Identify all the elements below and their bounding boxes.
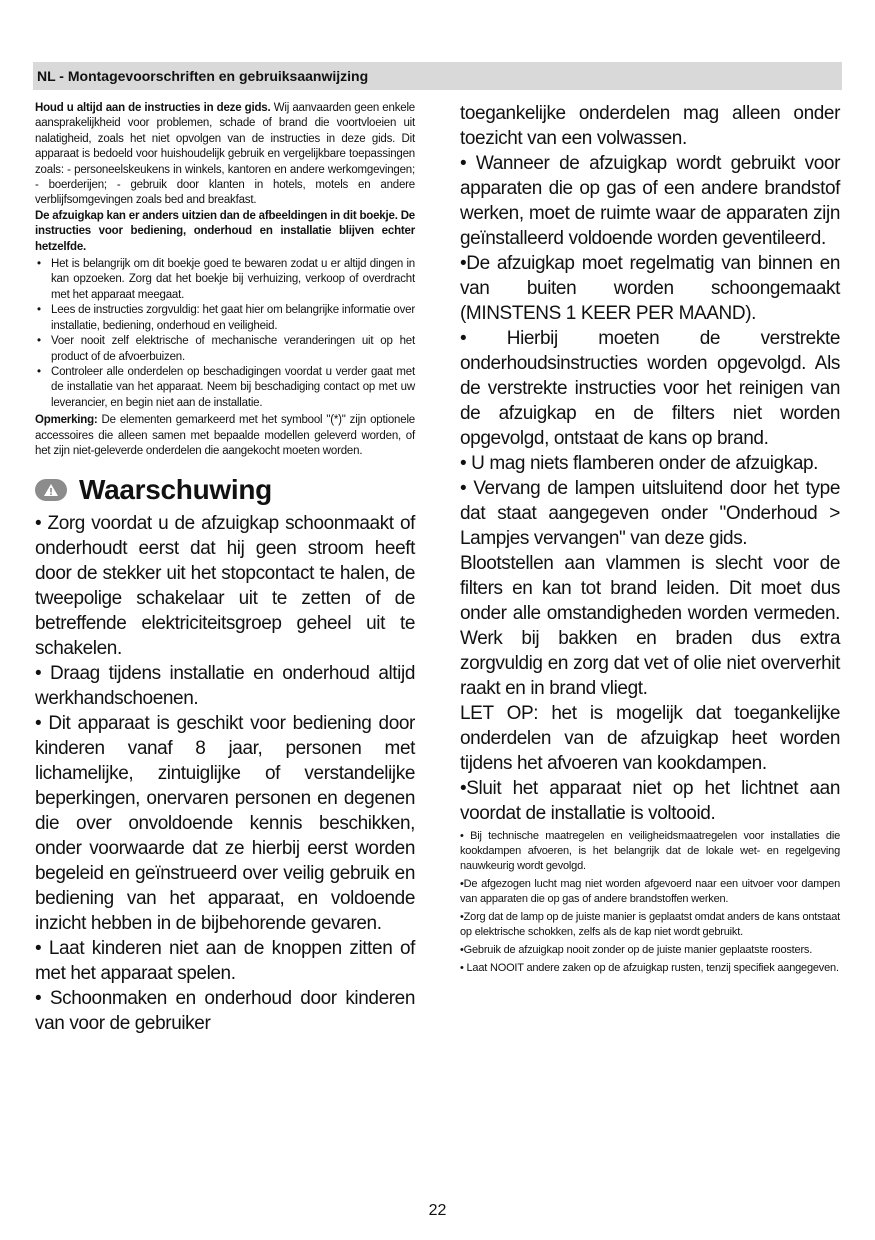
intro-bullet-item: • Het is belangrijk om dit boekje goed te bewaren zodat u er altijd dingen in kan opzoeken. Zorg dat het boekje bij verhuizing, verkoop of overdracht met het apparaat meegaat. xyxy=(37,258,415,301)
warning-paragraph: • Laat kinderen niet aan de knoppen zitten of met het apparaat spelen. xyxy=(35,938,415,985)
section-header xyxy=(33,62,842,90)
intro-bullet-item: • Lees de instructies zorgvuldig: het gaat hier om belangrijke informatie over installatie, bediening, onderhoud en veiligheid. xyxy=(37,304,415,332)
intro-bullet-list xyxy=(35,257,415,411)
warning-title xyxy=(35,473,415,507)
section-header-title: NL - Montagevoorschriften en gebruiksaanwijzing xyxy=(37,68,369,84)
small-warning-paragraph: • Laat NOOIT andere zaken op de afzuigkap rusten, tenzij specifiek aangegeven. xyxy=(460,962,839,974)
warning-paragraph: • Zorg voordat u de afzuigkap schoonmaakt of onderhoudt eerst dat hij geen stroom heeft door de stekker uit het stopcontact te halen, de tweepolige schakelaar uit te zetten of de betreffende elektriciteitsgroep geheel uit te schakelen. xyxy=(35,513,415,660)
left-column xyxy=(35,101,415,1036)
intro-paragraph xyxy=(35,101,415,209)
small-warning-paragraph: •Zorg dat de lamp op de juiste manier is geplaatst omdat anders de kans ontstaat op elektrische schokken, zelfs als de kap niet wordt gebruikt. xyxy=(460,911,840,938)
small-warning-paragraph: •Gebruik de afzuigkap nooit zonder op de juiste manier geplaatste roosters. xyxy=(460,944,813,956)
warning-paragraph: LET OP: het is mogelijk dat toegankelijke onderdelen van de afzuigkap heet worden tijdens het afvoeren van kookdampen. xyxy=(460,703,840,774)
warning-paragraph: • Draag tijdens installatie en onderhoud altijd werkhandschoenen. xyxy=(35,663,415,710)
small-warning-paragraph: •De afgezogen lucht mag niet worden afgevoerd naar een uitvoer voor dampen van apparaten die op gas of andere brandstoffen werken. xyxy=(460,878,840,905)
bullet-dot-icon: • xyxy=(37,304,41,317)
remark-text: De elementen gemarkeerd met het symbool "(*)" zijn optionele accessoires die alleen samen met bepaalde modellen geleverd worden, of het zijn niet-geleverde onderdelen die aangekocht moeten worden. xyxy=(35,414,415,457)
warning-paragraph: • U mag niets flamberen onder de afzuigkap. xyxy=(460,453,819,474)
warning-heading: Waarschuwing xyxy=(79,474,272,506)
bullet-dot-icon: • xyxy=(37,335,41,348)
warning-paragraph: • Vervang de lampen uitsluitend door het type dat staat aangegeven onder "Onderhoud > Lampjes vervangen" van deze gids. xyxy=(460,478,840,549)
bullet-dot-icon: • xyxy=(37,258,41,271)
right-column xyxy=(460,101,840,976)
warning-paragraph: • Dit apparaat is geschikt voor bediening door kinderen vanaf 8 jaar, personen met lichamelijke, zintuiglijke of verstandelijke beperkingen, onervaren personen en degenen die over onvoldoende kennis beschikken, onder voorwaarde dat ze hierbij eerst worden begeleid en geïnstrueerd over veilig gebruik en bediening van het apparaat, en voldoende inzicht hebben in de bijbehorende gevaren. xyxy=(35,713,415,935)
intro-lead-bold: Houd u altijd aan de instructies in deze gids. xyxy=(35,102,271,114)
warning-paragraph: • Wanneer de afzuigkap wordt gebruikt voor apparaten die op gas of een andere brandstof werken, moet de ruimte waar de apparaten zijn geïnstalleerd voldoende worden geventileerd. xyxy=(460,153,840,249)
warning-paragraph: Blootstellen aan vlammen is slecht voor de filters en kan tot brand leiden. Dit moet dus onder alle omstandigheden worden vermeden. Werk bij bakken en braden dus extra zorgvuldig en zorg dat vet of olie niet oververhit raakt en in brand vliegt. xyxy=(460,553,840,699)
intro-lead-text: Wij aanvaarden geen enkele aansprakelijkheid voor problemen, schade of brand die voortvloeien uit nalatigheid, zoals het niet opvolgen van de instructies in deze gids. Dit apparaat is bedoeld voor huishoudelijk gebruik en vergelijkbare toepassingen zoals: - personeelskeukens in winkels, kantoren en andere werkomgevingen; - boerderijen; - gebruik door klanten in hotels, motels en andere verblijfsomgevingen zoals bed and breakfast. xyxy=(35,102,415,207)
intro-bullet-item: • Voer nooit zelf elektrische of mechanische veranderingen uit op het product of de afvoerbuizen. xyxy=(37,335,415,363)
warning-paragraph: •De afzuigkap moet regelmatig van binnen en van buiten worden schoongemaakt (MINSTENS 1 KEER PER MAAND). xyxy=(460,253,840,324)
bullet-dot-icon: • xyxy=(37,365,41,378)
warning-triangle-icon xyxy=(35,479,67,501)
warning-paragraph: •Sluit het apparaat niet op het lichtnet aan voordat de installatie is voltooid. xyxy=(460,778,840,824)
small-warning-paragraph: • Bij technische maatregelen en veiligheidsmaatregelen voor installaties die kookdampen afvoeren, is het belangrijk dat de lokale wet- en regelgeving nauwkeurig wordt gevolgd. xyxy=(460,830,840,872)
warning-paragraph: • Hierbij moeten de verstrekte onderhoudsinstructies worden opgevolgd. Als de verstrekte instructies voor het reinigen van de afzuigkap en de filters niet worden opgevolgd, ontstaat de kans op brand. xyxy=(460,328,840,449)
page-number: 22 xyxy=(428,1202,447,1219)
intro-bullet-item: • Controleer alle onderdelen op beschadigingen voordat u verder gaat met de installatie van het apparaat. Neem bij beschadiging contact op met uw leverancier, en begin niet aan de installatie. xyxy=(37,365,415,409)
remark-paragraph xyxy=(35,413,415,459)
intro-bold-note: De afzuigkap kan er anders uitzien dan de afbeeldingen in dit boekje. De instructies voor bediening, onderhoud en installatie blijven echter hetzelfde. xyxy=(35,209,415,253)
remark-label: Opmerking: xyxy=(35,414,98,427)
warning-paragraph: • Schoonmaken en onderhoud door kinderen van voor de gebruiker xyxy=(35,988,415,1035)
warning-paragraph: toegankelijke onderdelen mag alleen onder toezicht van een volwassen. xyxy=(460,103,840,149)
